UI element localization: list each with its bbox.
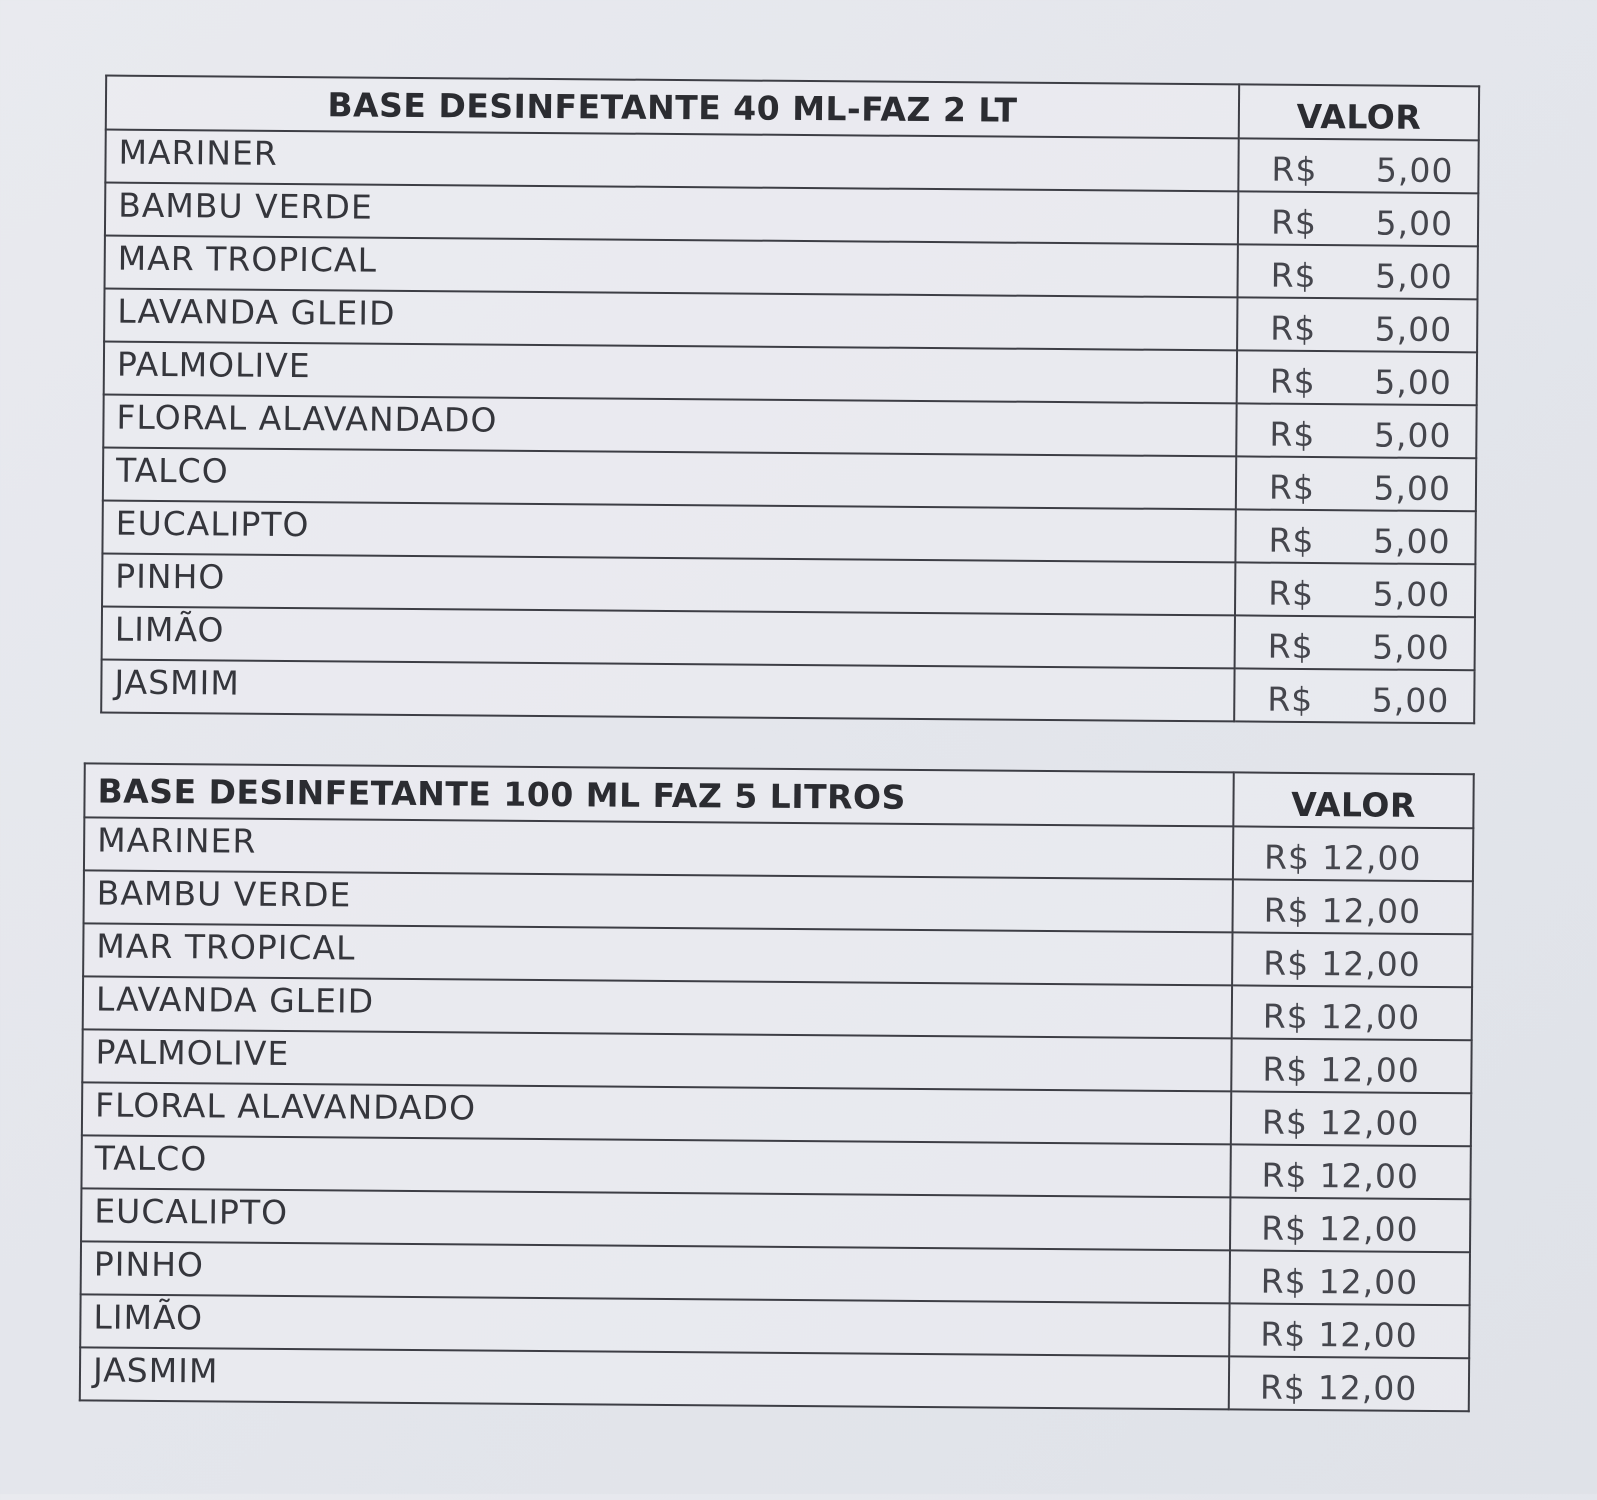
currency-symbol: R$ <box>1261 1155 1308 1195</box>
price-amount: 12,00 <box>1318 1209 1419 1249</box>
price-value <box>1231 1208 1469 1249</box>
price-amount: 12,00 <box>1318 1315 1418 1355</box>
price-value <box>1239 202 1477 243</box>
product-price <box>1229 1356 1469 1411</box>
price-value <box>1239 255 1477 296</box>
price-value <box>1231 1261 1469 1302</box>
price-amount: 12,00 <box>1320 997 1421 1037</box>
table-title: BASE DESINFETANTE 40 ML-FAZ 2 LT <box>106 76 1239 139</box>
product-price <box>1235 562 1475 617</box>
product-name: FLORAL ALAVANDADO <box>103 395 1236 457</box>
product-name: TALCO <box>103 448 1236 510</box>
currency-symbol: R$ <box>1263 890 1310 931</box>
currency-symbol: R$ <box>1261 1102 1309 1143</box>
product-name: LAVANDA GLEID <box>83 976 1232 1038</box>
currency-symbol: R$ <box>1262 1049 1309 1090</box>
product-price <box>1234 668 1474 723</box>
product-price <box>1231 1038 1471 1093</box>
value-column-header: VALOR <box>1233 772 1473 828</box>
price-amount: 5,00 <box>1372 574 1451 615</box>
price-value <box>1230 1314 1468 1355</box>
price-amount: 5,00 <box>1375 256 1453 297</box>
product-name: BAMBU VERDE <box>84 870 1233 932</box>
product-name: PALMOLIVE <box>82 1029 1231 1091</box>
price-amount: 5,00 <box>1375 150 1454 191</box>
product-name: LAVANDA GLEID <box>104 289 1237 351</box>
currency-symbol: R$ <box>1261 1208 1308 1248</box>
product-name: EUCALIPTO <box>81 1188 1230 1250</box>
product-price <box>1232 932 1472 987</box>
price-amount: 5,00 <box>1373 468 1452 509</box>
price-amount: 5,00 <box>1372 521 1451 562</box>
currency-symbol: R$ <box>1271 149 1318 190</box>
price-amount: 5,00 <box>1371 680 1450 721</box>
product-price <box>1238 138 1478 193</box>
product-name: LIMÃO <box>80 1294 1229 1356</box>
product-name: MAR TROPICAL <box>105 236 1238 298</box>
price-value <box>1236 573 1474 614</box>
price-amount: 12,00 <box>1321 891 1422 931</box>
product-price <box>1230 1250 1470 1305</box>
product-price <box>1230 1197 1470 1252</box>
currency-symbol: R$ <box>1268 573 1315 614</box>
price-value <box>1236 626 1474 667</box>
price-amount: 12,00 <box>1318 1262 1419 1302</box>
price-amount: 12,00 <box>1320 1050 1420 1090</box>
price-value <box>1231 1155 1469 1196</box>
product-name: BAMBU VERDE <box>105 183 1238 245</box>
price-value <box>1233 943 1471 984</box>
product-price <box>1237 244 1477 299</box>
price-amount: 5,00 <box>1375 203 1454 244</box>
price-value <box>1232 1049 1470 1090</box>
price-amount: 12,00 <box>1319 1103 1420 1143</box>
value-column-header: VALOR <box>1239 84 1479 140</box>
price-value <box>1237 414 1475 455</box>
product-name: JASMIM <box>80 1347 1229 1409</box>
product-price <box>1229 1303 1469 1358</box>
currency-symbol: R$ <box>1270 255 1317 296</box>
price-value <box>1230 1367 1468 1408</box>
currency-symbol: R$ <box>1267 626 1314 667</box>
price-value <box>1239 149 1477 190</box>
currency-symbol: R$ <box>1270 202 1318 243</box>
product-name: TALCO <box>81 1135 1230 1197</box>
currency-symbol: R$ <box>1263 837 1311 878</box>
currency-symbol: R$ <box>1268 520 1315 561</box>
product-name: MAR TROPICAL <box>83 923 1232 985</box>
currency-symbol: R$ <box>1260 1314 1307 1354</box>
product-name: MARINER <box>84 817 1233 879</box>
currency-symbol: R$ <box>1263 943 1310 984</box>
price-amount: 12,00 <box>1321 838 1422 878</box>
product-price <box>1235 615 1475 670</box>
product-name: PINHO <box>102 554 1235 616</box>
price-amount: 5,00 <box>1374 309 1453 350</box>
product-price <box>1236 403 1476 458</box>
product-name: EUCALIPTO <box>102 501 1235 563</box>
price-value <box>1234 890 1472 931</box>
product-price <box>1237 350 1477 405</box>
table-title: BASE DESINFETANTE 100 ML FAZ 5 LITROS <box>84 763 1233 826</box>
price-value <box>1235 679 1473 720</box>
product-name: PALMOLIVE <box>104 342 1237 404</box>
price-value <box>1234 837 1472 878</box>
currency-symbol: R$ <box>1260 1261 1307 1301</box>
table-body <box>80 817 1474 1411</box>
price-amount: 12,00 <box>1321 944 1421 984</box>
price-value <box>1238 308 1476 349</box>
product-name: MARINER <box>105 130 1238 192</box>
table-body <box>101 130 1479 724</box>
product-price <box>1233 879 1473 934</box>
price-value <box>1233 996 1471 1037</box>
product-price <box>1230 1144 1470 1199</box>
price-amount: 5,00 <box>1373 415 1452 456</box>
price-value <box>1238 361 1476 402</box>
product-price <box>1232 985 1472 1040</box>
product-price <box>1238 191 1478 246</box>
price-table-100ml <box>79 762 1475 1412</box>
table-row <box>101 660 1474 724</box>
price-value <box>1237 467 1475 508</box>
currency-symbol: R$ <box>1270 308 1317 349</box>
price-amount: 5,00 <box>1374 362 1452 403</box>
currency-symbol: R$ <box>1269 414 1316 455</box>
table-row <box>80 1347 1469 1411</box>
product-price <box>1233 826 1473 881</box>
product-name: PINHO <box>81 1241 1230 1303</box>
price-value <box>1232 1102 1470 1143</box>
currency-symbol: R$ <box>1267 679 1314 720</box>
product-price <box>1236 456 1476 511</box>
price-table-40ml <box>100 75 1480 725</box>
product-name: JASMIM <box>101 660 1234 722</box>
currency-symbol: R$ <box>1268 467 1316 508</box>
price-amount: 12,00 <box>1317 1368 1418 1408</box>
product-name: LIMÃO <box>102 607 1235 669</box>
price-amount: 12,00 <box>1319 1156 1420 1196</box>
price-value <box>1236 520 1474 561</box>
currency-symbol: R$ <box>1262 996 1309 1037</box>
product-name: FLORAL ALAVANDADO <box>82 1082 1231 1144</box>
product-price <box>1231 1091 1471 1146</box>
product-price <box>1237 297 1477 352</box>
currency-symbol: R$ <box>1269 361 1316 402</box>
price-amount: 5,00 <box>1372 627 1450 668</box>
product-price <box>1235 509 1475 564</box>
currency-symbol: R$ <box>1259 1367 1307 1407</box>
